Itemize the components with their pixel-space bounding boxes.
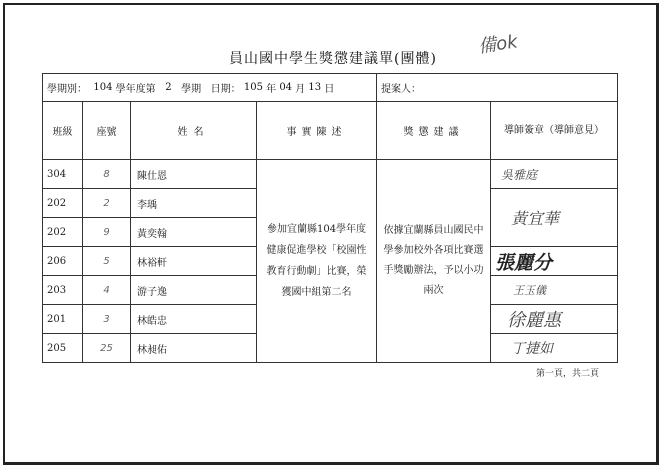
semester-label: 學期別： <box>47 84 87 95</box>
page-number: 第一頁，共二頁 <box>536 369 600 379</box>
class-cell: 201 <box>43 305 83 334</box>
teacher-signature: 黃宜華 <box>511 209 560 228</box>
name-cell: 李瑀 <box>131 189 257 218</box>
class-cell: 205 <box>43 334 83 363</box>
proposer-cell <box>377 74 618 102</box>
teacher-signature: 王玉儀 <box>513 284 547 297</box>
date-day: 13 <box>308 82 322 93</box>
signature-cell <box>491 305 618 334</box>
teacher-signature: 張麗分 <box>495 251 553 274</box>
seat-cell: 8 <box>83 160 131 189</box>
name-cell: 游子逸 <box>131 276 257 305</box>
name-cell: 黃奕翰 <box>131 218 257 247</box>
teacher-signature: 吳雅庭 <box>501 167 538 182</box>
signature-cell <box>491 247 618 276</box>
reward-cell: 依據宜蘭縣員山國民中學參加校外各項比賽選手獎勵辦法，予以小功兩次 <box>377 160 491 363</box>
header-row <box>43 102 618 160</box>
date-year: 105 <box>243 82 263 93</box>
handwritten-note: 備ok <box>476 31 519 58</box>
fact-cell: 參加宜蘭縣104學年度健康促進學校「校園性教育行動劇」比賽，榮獲國中組第二名 <box>257 160 377 363</box>
seat-cell: 25 <box>83 334 131 363</box>
header-class: 班級 <box>43 102 83 160</box>
header-reward: 獎懲建議 <box>377 102 491 160</box>
name-cell: 林裕軒 <box>131 247 257 276</box>
name-cell: 林昶佑 <box>131 334 257 363</box>
term-unit: 學期 <box>181 84 202 95</box>
seat-cell: 2 <box>83 189 131 218</box>
table-row <box>43 160 618 189</box>
class-cell: 206 <box>43 247 83 276</box>
semester-cell <box>43 74 377 102</box>
signature-cell <box>491 189 618 247</box>
teacher-signature: 徐麗惠 <box>507 310 562 331</box>
date-label: 日期： <box>210 84 241 95</box>
signature-cell <box>491 276 618 305</box>
header-seat: 座號 <box>83 102 131 160</box>
header-teacher: 導師簽章（導師意見） <box>491 102 618 160</box>
date-year-unit: 年 <box>266 84 277 95</box>
term-number: 2 <box>165 82 172 93</box>
seat-cell: 9 <box>83 218 131 247</box>
class-cell: 203 <box>43 276 83 305</box>
date-day-unit: 日 <box>324 84 335 95</box>
class-cell: 202 <box>43 218 83 247</box>
class-cell: 304 <box>43 160 83 189</box>
year-unit: 學年度第 <box>115 84 156 95</box>
seat-cell: 3 <box>83 305 131 334</box>
signature-cell <box>491 160 618 189</box>
header-name: 姓名 <box>131 102 257 160</box>
school-year: 104 <box>93 82 113 93</box>
signature-cell <box>491 334 618 363</box>
class-cell: 202 <box>43 189 83 218</box>
name-cell: 陳仕恩 <box>131 160 257 189</box>
seat-cell: 5 <box>83 247 131 276</box>
teacher-signature: 丁捷如 <box>511 341 554 357</box>
document-title: 員山國中學生獎懲建議單(團體) <box>229 51 437 67</box>
meta-row <box>43 74 618 102</box>
name-cell: 林皓忠 <box>131 305 257 334</box>
date-month: 04 <box>279 82 293 93</box>
seat-cell: 4 <box>83 276 131 305</box>
header-fact: 事實陳述 <box>257 102 377 160</box>
award-form-table <box>42 73 618 363</box>
proposer-label: 提案人： <box>381 84 422 95</box>
date-month-unit: 月 <box>295 84 306 95</box>
